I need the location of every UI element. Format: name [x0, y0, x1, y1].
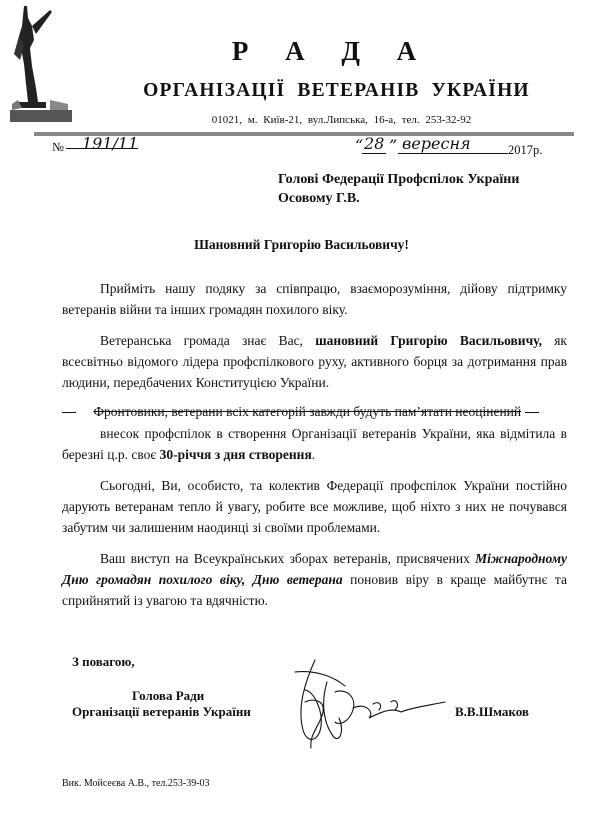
paragraph-3	[62, 423, 567, 465]
salutation: Шановний Григорію Васильовичу!	[194, 237, 409, 252]
addressee-block	[278, 170, 519, 208]
paragraph-5-end: поновив віру в краще майбутнє та сприйнятий із увагою та вдячністю.	[62, 572, 567, 608]
number-label: №	[52, 140, 64, 154]
closing-regards: З повагою,	[72, 654, 135, 669]
paragraph-3-struck-text: Фронтовики, ветерани всіх категорій завжди будуть пам’ятати неоцінений	[93, 404, 522, 419]
paragraph-5-start: Ваш виступ на Всеукраїнських зборах ветеранів, присвячених	[100, 551, 470, 566]
paragraph-2-bold-name: шановний Григорію Васильовичу,	[315, 333, 542, 348]
signer-title-line-1: Голова Ради	[132, 688, 205, 703]
strike-dash-left	[62, 412, 76, 413]
handwritten-signature	[275, 652, 465, 752]
letterhead-address: 01021, м. Київ-21, вул.Липська, 16-а, тел. 253-32-92	[211, 114, 472, 126]
day-underline	[362, 153, 386, 154]
executor-note: Вик. Мойсеєва А.В., тел.253-39-03	[62, 778, 210, 789]
addressee-line-2: Осовому Г.В.	[278, 191, 360, 206]
letterhead-title: Р А Д А	[231, 36, 432, 66]
paragraph-2-rest: як всесвітньо відомого лідера профспілкового руху, активного борця за дотримання прав людини, передбачених Конституцією України.	[62, 333, 567, 390]
paragraph-5	[62, 548, 567, 611]
date-open-quote: “	[355, 136, 364, 155]
date-month: вересня	[402, 134, 471, 153]
date-day: 28	[364, 134, 385, 153]
addressee-line-1: Голові Федерації Профспілок України	[278, 172, 520, 187]
paragraph-2-start: Ветеранська громада знає Вас,	[100, 333, 303, 348]
letterhead-organization: ОРГАНІЗАЦІЇ ВЕТЕРАНІВ УКРАЇНИ	[143, 80, 530, 101]
paragraph-3-end: .	[311, 447, 316, 462]
date-year: 2017р.	[508, 143, 543, 157]
signer-title-line-2: Організації ветеранів України	[72, 704, 251, 719]
paragraph-1: Прийміть нашу подяку за співпрацю, взаєморозуміння, дійову підтримку ветеранів війни та інших громадян похилого віку.	[62, 281, 567, 317]
paragraph-3-start: внесок профспілок в створення Організації ветеранів України, яка відмітила в березні ц.р. своє	[62, 426, 567, 462]
signer-name: В.В.Шмаков	[455, 704, 529, 719]
month-underline	[398, 153, 508, 154]
paragraph-3-first-line	[62, 401, 582, 422]
paragraph-4: Сьогодні, Ви, особисто, та колектив Федерації профспілок України постійно дарують ветеранам тепло й увагу, робите все можливе, щоб ніхто з них не почувався забутим чи залишеним наодинці зі своїми проблемами.	[62, 478, 567, 535]
paragraph-5-bold-italic: Міжнародному Дню громадян похилого віку, Дню ветерана	[62, 551, 567, 587]
strike-dash-right	[525, 412, 539, 413]
letter-number: 191/11	[82, 134, 139, 153]
paragraph-3-bold: 30-річчя з дня створення	[159, 447, 312, 462]
date-close-quote: ”	[389, 136, 398, 155]
paragraph-2	[62, 330, 567, 393]
